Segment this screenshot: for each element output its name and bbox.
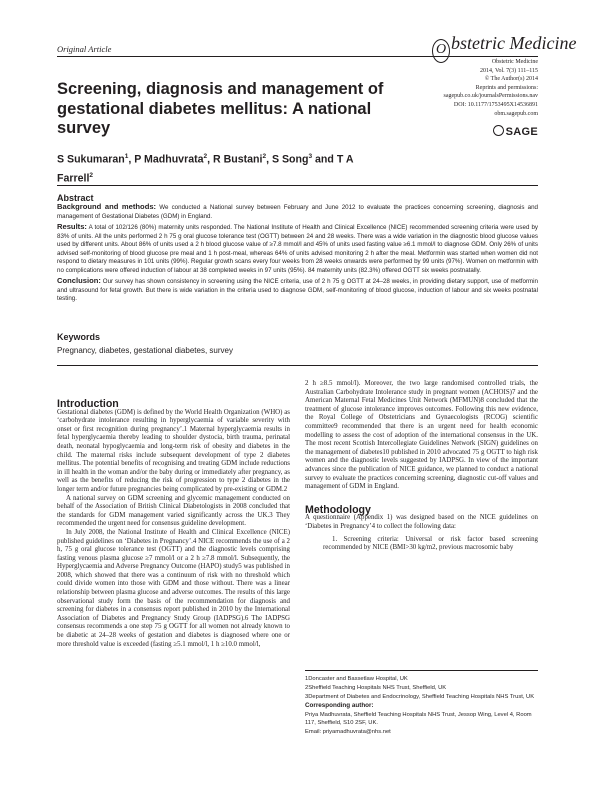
abstract (57, 193, 538, 306)
corresponding-author-heading: Corresponding author: (305, 702, 374, 709)
footnotes (305, 670, 538, 737)
author-list (57, 149, 387, 186)
author-name: , S Song (266, 153, 309, 166)
affiliation-footnote: 1Doncaster and Bassetlaw Hospital, UK (305, 676, 408, 682)
author-affiliation-mark: 2 (262, 153, 267, 160)
journal-name: bstetric Medicine (451, 33, 577, 53)
meta-journal-url[interactable]: obm.sagepub.com (494, 110, 538, 117)
intro-paragraph: A national survey on GDM screening and glycemic management conducted on behalf of the Association of British Clinical Diabetologists in 2008 concluded that the standards for GDM management varied significantly across the UK.3 They recommended the urgent need for consensus guideline development. (57, 494, 290, 528)
author-name: S Sukumaran (57, 153, 125, 166)
corresponding-author-address: Priya Madhuvrata, Sheffield Teaching Hospitals NHS Trust, Jessop Wing, Level 4, Room 117, Sheffield, S10 2SF, UK. (305, 712, 532, 726)
abstract-results-label: Results: (57, 222, 87, 231)
article-type: Original Article (57, 44, 112, 54)
author-affiliation-mark: 2 (203, 153, 208, 160)
journal-logo-o: O (432, 39, 450, 63)
body-column-right (305, 380, 538, 553)
article-title: Screening, diagnosis and management of gestational diabetes mellitus: A national survey (57, 80, 384, 137)
abstract-background-label: Background and methods: (57, 202, 157, 211)
author-affiliation-mark: 1 (124, 153, 129, 160)
methods-list-item: 1. Screening criteria: Universal or risk factor based screening recommended by NICE (BMI>30 kg/m2, previous macrosomic baby (323, 535, 538, 552)
author-affiliation-mark: 2 (89, 171, 94, 179)
meta-journal: Obstetric Medicine (491, 59, 538, 65)
meta-copyright: © The Author(s) 2014 (484, 76, 538, 83)
meta-volume: 2014, Vol. 7(3) 111–115 (480, 67, 538, 74)
methods-heading: Methodology (305, 503, 371, 516)
affiliation-footnote: 2Sheffield Teaching Hospitals NHS Trust, Sheffield, UK (305, 685, 447, 691)
affiliation-footnote: 3Department of Diabetes and Endocrinology, Sheffield Teaching Hospitals NHS Trust, UK (305, 694, 535, 700)
methods-paragraph: A questionnaire (Appendix 1) was designed based on the NICE guidelines on ‘Diabetes in Pregnancy’4 to collect the following data: (305, 514, 538, 530)
corresponding-author-email[interactable]: Email: priyamadhuvrata@nhs.net (305, 729, 391, 735)
article-meta (398, 58, 538, 118)
keywords-heading: Keywords (57, 332, 101, 342)
intro-heading: Introduction (57, 398, 119, 410)
footnote-rule (305, 670, 538, 671)
body-column-left (57, 400, 290, 649)
author-name: and T A Farrell (57, 153, 354, 185)
intro-paragraph: In July 2008, the National Institute of Health and Clinical Excellence (NICE) published guidelines on ‘Diabetes in Pregnancy’.4 NICE recommends the use of a 2 h, 75 g oral glucose tolerance test (OGTT) and the diagnostic levels comprising fasting venous plasma glucose ≥7 mmol/l or a 2 h ≥7.8 mmol/l. Subsequently, the Hyperglycaemia and Adverse Pregnancy Outcome (HAPO) study5 was published in 2008, which showed that there was a continuum of risk with no threshold which could divide women into those with GDM and those without. There was a linear relationship between plasma glucose and adverse outcomes. The results of this large observational study form the basis of the recommendation for diagnosis and screening for diabetes in a consensus report published in 2010 by the International Association of Diabetes and Pregnancy Study Group (IADPSG).6 The IADPSG consensus recommends a one step 75 g OGTT for all women not already known to be diabetic at 24–28 weeks of gestation and diabetes is diagnosed where one or more threshold value is exceeded (fasting ≥5.1 mmol/l, 1 h ≥10.0 mmol/l, (57, 528, 290, 648)
intro-paragraph: Gestational diabetes (GDM) is defined by the World Health Organization (WHO) as ‘carbohydrate intolerance resulting in hyperglycaemia of variable severity with onset or first recognition during pregnancy’.1 Maternal hyperglycaemia results in fetal hyperglycaemia thereby leading to shoulder dystocia, birth trauma, perinatal death, neonatal hypoglycaemia and long-term risk of obesity and diabetes in the child. The maternal risks include subsequent development of type 2 diabetes mellitus. The potential benefits of recognising and treating GDM include reductions in ill health in the woman and/or the baby during or immediately after pregnancy, as well as the benefits of reducing the risk of progression to type 2 diabetes in the longer term and/or future pregnancies being complicated by pre-existing or GDM.2 (57, 408, 290, 493)
header-rule (57, 56, 538, 57)
publisher-name: SAGE (505, 126, 538, 138)
abstract-background (57, 203, 538, 221)
abstract-conclusion-text: Our survey has shown consistency in screening using the NICE criteria, use of 2 h 75 g OGTT at 24–28 weeks, in providing dietary support, use of metformin and ultrasound for fetal growth. But there is wide variation in the criteria used to diagnose GDM, self-monitoring of blood glucose, induction of labour and six weeks postnatal testing. (57, 278, 538, 302)
abstract-heading: Abstract (57, 193, 94, 203)
abstract-results (57, 223, 538, 275)
author-affiliation-mark: 3 (308, 153, 313, 160)
sage-mark-icon (493, 125, 504, 136)
keywords-text: Pregnancy, diabetes, gestational diabetes, survey (57, 346, 233, 355)
publisher-logo (493, 125, 538, 138)
abstract-conclusion-label: Conclusion: (57, 276, 101, 285)
meta-permissions-link[interactable]: sagepub.co.uk/journalsPermissions.nav (443, 93, 538, 100)
keywords-bottom-rule (57, 365, 538, 366)
abstract-conclusion (57, 277, 538, 304)
author-name: , P Madhuvrata (128, 153, 204, 166)
abstract-background-text: We conducted a National survey between February and June 2012 to evaluate the practices concerning screening, diagnosis and management of Gestational Diabetes (GDM) in England. (57, 204, 538, 220)
abstract-top-rule (57, 185, 538, 186)
meta-reprints: Reprints and permissions: (475, 84, 538, 91)
meta-doi[interactable]: DOI: 10.1177/1753495X14536891 (453, 101, 538, 108)
author-name: , R Bustani (207, 153, 263, 166)
intro-paragraph-continued: 2 h ≥8.5 mmol/l). Moreover, the two large randomised controlled trials, the Australian Carbohydrate Intolerance study in pregnant women (ACHOIS)7 and the American Maternal Fetal Medicines Unit Network (MFMUN)8 concluded that the treatment of glucose intolerance improves outcomes. Following this new evidence, the Royal College of Obstetricians and Gynaecologists (RCOG) scientific committee9 recommended that there is an urgent need for health economic modelling to assess the cost of adoption of the international consensus in the UK. The most recent Scottish Intercollegiate Guidelines Network (SIGN) guidelines on the management of diabetes10 published in 2010 advocated 75 g OGTT to high risk women and the diagnostic levels suggested by IADPSG. In view of the important advances since the publication of NICE guidance, we planned to conduct a national survey to evaluate the practices concerning screening, diagnostic cut-off values and management of GDM in England. (305, 380, 538, 491)
abstract-results-text: A total of 102/126 (80%) maternity units responded. The National Institute of Health and Clinical Excellence (NICE) recommended screening criteria were used by 83% of units. All the units performed 2 h 75 g oral glucose tolerance test (OGTT) between 24 and 28 weeks. There was a wide variation in the diagnostic blood glucose values used by different units. About 86% of units used a 2 h blood glucose value of ≥7.8 mmol/l and 45% of units used fasting value ≥6.1 mmol/l to diagnose GDM. Only 26% of units advised self-monitoring of blood glucose pre meal and 1 h post-meal, whereas 64% of units advised monitoring 2 h after the meal. Metformin was started when women did not respond to dietary measures in 101 units (99%). Regular growth scans every four weeks from 28 weeks onwards were performed by 99 units (97%). Women on metformin with no complications were offered induction of labour at 38 completed weeks in 97 units (95%). 84 maternity units (82.3%) offered OGTT six weeks postnatally. (57, 224, 538, 274)
